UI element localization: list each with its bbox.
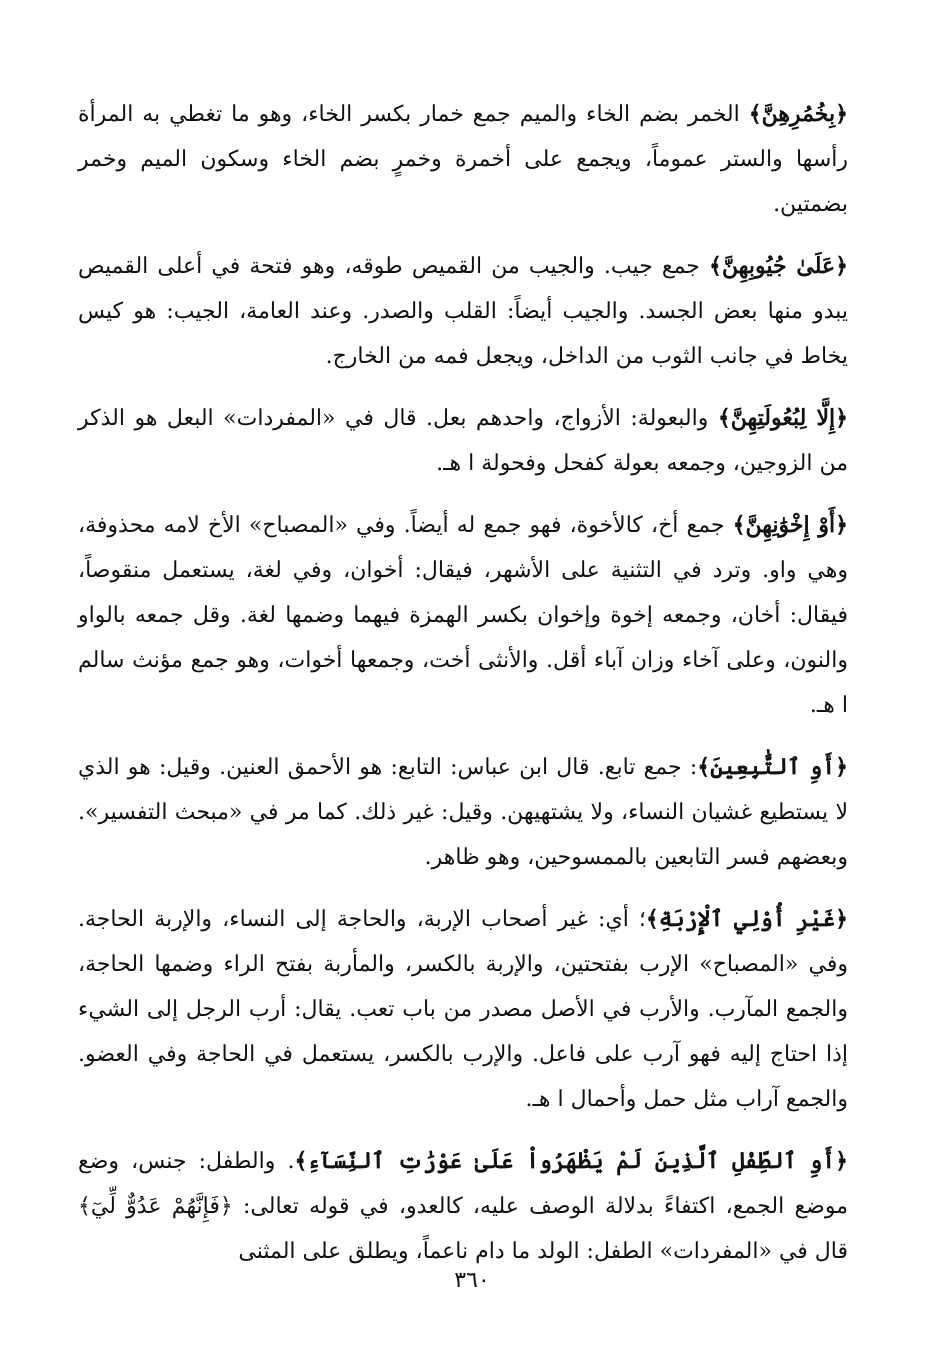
quran-verse: ﴿بِخُمُرِهِنَّ﴾ <box>748 101 848 127</box>
paragraph-ikhwanihinna <box>78 503 848 728</box>
paragraph-buulatihinna <box>78 396 848 486</box>
quran-verse: ﴿إِلَّا لِبُعُولَتِهِنَّ﴾ <box>717 405 848 431</box>
paragraph-juyubihinna <box>78 244 848 379</box>
paragraph-text: الخمر بضم الخاء والميم جمع خمار بكسر الخاء، وهو ما تغطي به المرأة رأسها والستر عموماً، ويجمع على أخمرة وخمرٍ بضم الخاء وسكون الميم وخمر بضمتين. <box>78 102 848 217</box>
paragraph-text: : جمع تابع. قال ابن عباس: التابع: هو الأحمق العنين. وقيل: هو الذي لا يستطيع غشيان النساء، ولا يشتهيهن. وقيل: غير ذلك. كما مر في «مبحث التفسير». وبعضهم فسر التابعين بالممسوحين، وهو ظاهر. <box>78 755 848 870</box>
quran-verse: ﴿أَوْ إِخْوَٰنِهِنَّ﴾ <box>732 512 848 538</box>
paragraph-attabiin <box>78 745 848 880</box>
quran-verse: ﴿أَوِ ٱلطِّفْلِ ٱلَّذِينَ لَمْ يَظْهَرُواْ عَلَىٰ عَوْرَٰتِ ٱلنِّسَآءِ﴾ <box>294 1148 848 1174</box>
paragraph-bikhumurihinna <box>78 92 848 227</box>
paragraph-ulil-irbah <box>78 897 848 1122</box>
paragraph-text: جمع جيب. والجيب من القميص طوقه، وهو فتحة في أعلى القميص يبدو منها بعض الجسد. والجيب أيضاً: القلب والصدر. وعند العامة، الجيب: هو كيس يخاط في جانب الثوب من الداخل، ويجعل فمه من الخارج. <box>78 254 848 369</box>
paragraph-text: . والطفل: جنس، وضع موضع الجمع، اكتفاءً بدلالة الوصف عليه، كالعدو، في قوله تعالى: ﴿فَإِنَّهُمْ عَدُوٌّ لِّيٓ﴾ قال في «المفردات» الطفل: الولد ما دام ناعماً، ويطلق على المثنى <box>78 1149 848 1264</box>
quran-verse: ﴿غَيْرِ أُوْلِي ٱلْإِرْبَةِ﴾ <box>645 906 848 932</box>
page-number: ٣٦٠ <box>454 1268 490 1293</box>
quran-verse: ﴿أَوِ ٱلتَّٰبِعِينَ﴾ <box>697 754 848 780</box>
paragraph-text: والبعولة: الأزواج، واحدهم بعل. قال في «المفردات» البعل هو الذكر من الزوجين، وجمعه بعولة كفحل وفحولة ا هـ. <box>78 406 848 476</box>
paragraph-text: جمع أخ، كالأخوة، فهو جمع له أيضاً. وفي «المصباح» الأخ لامه محذوفة، وهي واو. وترد في التثنية على الأشهر، فيقال: أخوان، وفي لغة، يستعمل منقوصاً، فيقال: أخان، وجمعه إخوة وإخوان بكسر الهمزة فيهما وضمها لغة. وقل جمعه بالواو والنون، وعلى آخاء وزان آباء أقل. والأنثى أخت، وجمعها أخوات، وهو جمع مؤنث سالم ا هـ. <box>78 513 848 718</box>
paragraph-text: ؛ أي: غير أصحاب الإربة، والحاجة إلى النساء، والإربة الحاجة. وفي «المصباح» الإرب بفتحتين، والإربة بالكسر، والمأربة بفتح الراء وضمها الحاجة، والجمع المآرب. والأرب في الأصل مصدر من باب تعب. يقال: أرب الرجل إلى الشيء إذا احتاج إليه فهو آرب على فاعل. والإرب بالكسر، يستعمل في الحاجة وفي العضو. والجمع آراب مثل حمل وأحمال ا هـ. <box>78 907 848 1112</box>
document-body <box>78 92 848 1291</box>
paragraph-attifl <box>78 1139 848 1274</box>
quran-verse: ﴿عَلَىٰ جُيُوبِهِنَّ﴾ <box>709 253 848 279</box>
